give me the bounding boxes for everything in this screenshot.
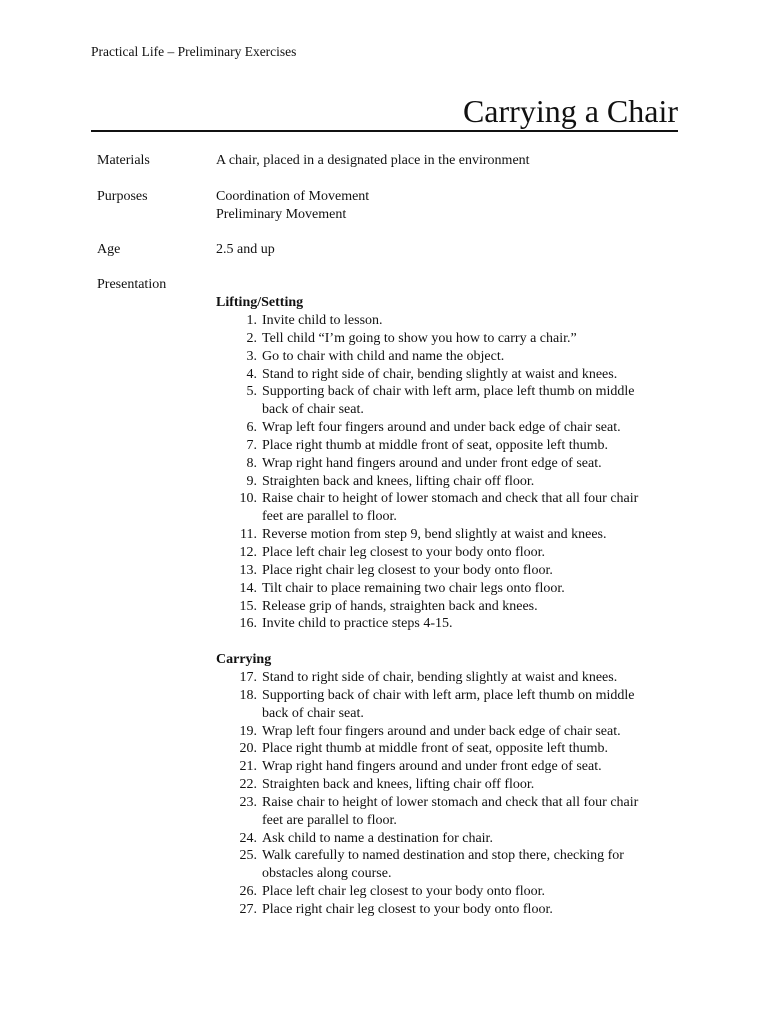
step-text: Supporting back of chair with left arm, place left thumb on middle back of chair seat. — [262, 687, 635, 721]
step-number: 10. — [239, 491, 257, 507]
step-number: 22. — [239, 777, 257, 793]
step-number: 13. — [239, 562, 257, 578]
step-number: 14. — [239, 580, 257, 596]
carrying-steps — [0, 669, 768, 919]
step-item — [0, 794, 768, 830]
step-text: Tell child “I’m going to show you how to carry a chair.” — [262, 330, 577, 346]
step-text: Raise chair to height of lower stomach and check that all four chair feet are parallel to floor. — [262, 794, 639, 828]
title-rule — [91, 130, 678, 132]
step-text: Place left chair leg closest to your body onto floor. — [262, 544, 546, 560]
step-item — [0, 312, 768, 330]
section-heading-carrying: Carrying — [216, 652, 272, 667]
step-number: 9. — [246, 473, 257, 489]
step-text: Place right chair leg closest to your body onto floor. — [262, 901, 553, 917]
step-number: 6. — [246, 420, 257, 436]
step-text: Wrap right hand fingers around and under front edge of seat. — [262, 455, 602, 471]
step-text: Ask child to name a destination for chair. — [262, 830, 493, 846]
materials-value: A chair, placed in a designated place in the environment — [216, 153, 530, 168]
step-item — [0, 901, 768, 919]
step-number: 23. — [239, 794, 257, 810]
step-number: 21. — [239, 759, 257, 775]
document-title: Carrying a Chair — [462, 93, 678, 129]
step-item — [0, 687, 768, 723]
step-number: 7. — [246, 437, 257, 453]
step-item — [0, 883, 768, 901]
step-number: 20. — [239, 741, 257, 757]
age-label: Age — [97, 242, 121, 257]
step-text: Straighten back and knees, lifting chair off floor. — [262, 473, 535, 489]
step-text: Invite child to practice steps 4-15. — [262, 616, 453, 632]
lifting-setting-steps — [0, 312, 768, 633]
step-item — [0, 330, 768, 348]
step-number: 16. — [239, 616, 257, 632]
step-item — [0, 526, 768, 544]
purpose-line: Preliminary Movement — [216, 207, 347, 222]
step-item — [0, 598, 768, 616]
step-item — [0, 740, 768, 758]
step-item — [0, 723, 768, 741]
step-item — [0, 419, 768, 437]
step-text: Go to chair with child and name the object. — [262, 348, 505, 364]
purposes-label: Purposes — [97, 189, 148, 204]
step-item — [0, 490, 768, 526]
step-number: 8. — [246, 455, 257, 471]
step-text: Wrap right hand fingers around and under front edge of seat. — [262, 759, 602, 775]
step-number: 18. — [239, 687, 257, 703]
step-text: Reverse motion from step 9, bend slightly at waist and knees. — [262, 527, 607, 543]
step-number: 15. — [239, 598, 257, 614]
step-number: 19. — [239, 723, 257, 739]
step-text: Release grip of hands, straighten back and knees. — [262, 598, 538, 614]
step-text: Stand to right side of chair, bending slightly at waist and knees. — [262, 670, 618, 685]
step-text: Raise chair to height of lower stomach and check that all four chair feet are parallel to floor. — [262, 491, 639, 525]
step-item — [0, 776, 768, 794]
step-number: 3. — [246, 348, 257, 364]
step-text: Place right thumb at middle front of seat, opposite left thumb. — [262, 437, 609, 453]
step-text: Supporting back of chair with left arm, place left thumb on middle back of chair seat. — [262, 384, 635, 418]
step-text: Walk carefully to named destination and stop there, checking for obstacles along course. — [262, 848, 624, 882]
step-number: 26. — [239, 884, 257, 900]
step-item — [0, 758, 768, 776]
step-text: Wrap left four fingers around and under back edge of chair seat. — [262, 723, 621, 739]
step-item — [0, 544, 768, 562]
step-item — [0, 455, 768, 473]
step-number: 5. — [246, 384, 257, 400]
step-number: 2. — [246, 330, 257, 346]
section-heading-lifting-setting: Lifting/Setting — [216, 295, 304, 310]
materials-label: Materials — [97, 153, 150, 168]
step-item — [0, 473, 768, 491]
step-text: Tilt chair to place remaining two chair legs onto floor. — [262, 580, 565, 596]
step-text: Straighten back and knees, lifting chair off floor. — [262, 777, 535, 793]
step-number: 11. — [240, 527, 257, 543]
step-number: 4. — [246, 366, 257, 382]
step-item — [0, 562, 768, 580]
purpose-line: Coordination of Movement — [216, 189, 370, 204]
step-item — [0, 366, 768, 384]
step-text: Wrap left four fingers around and under back edge of chair seat. — [262, 420, 621, 436]
step-number: 24. — [239, 830, 257, 846]
step-item — [0, 615, 768, 633]
step-number: 25. — [239, 848, 257, 864]
step-number: 12. — [239, 544, 257, 560]
step-item — [0, 437, 768, 455]
step-item — [0, 580, 768, 598]
purposes-value — [216, 188, 369, 224]
step-item — [0, 669, 768, 687]
presentation-label: Presentation — [97, 277, 167, 292]
step-text: Place right thumb at middle front of seat, opposite left thumb. — [262, 741, 609, 757]
step-text: Stand to right side of chair, bending slightly at waist and knees. — [262, 366, 618, 382]
step-number: 17. — [239, 670, 257, 685]
step-item — [0, 348, 768, 366]
step-text: Invite child to lesson. — [262, 313, 383, 328]
step-item — [0, 383, 768, 419]
page-header: Practical Life – Preliminary Exercises — [91, 44, 297, 59]
step-item — [0, 830, 768, 848]
step-item — [0, 847, 768, 883]
step-text: Place left chair leg closest to your body onto floor. — [262, 884, 546, 900]
step-text: Place right chair leg closest to your body onto floor. — [262, 562, 553, 578]
step-number: 27. — [239, 901, 257, 917]
step-number: 1. — [246, 313, 257, 328]
age-value: 2.5 and up — [216, 242, 275, 257]
